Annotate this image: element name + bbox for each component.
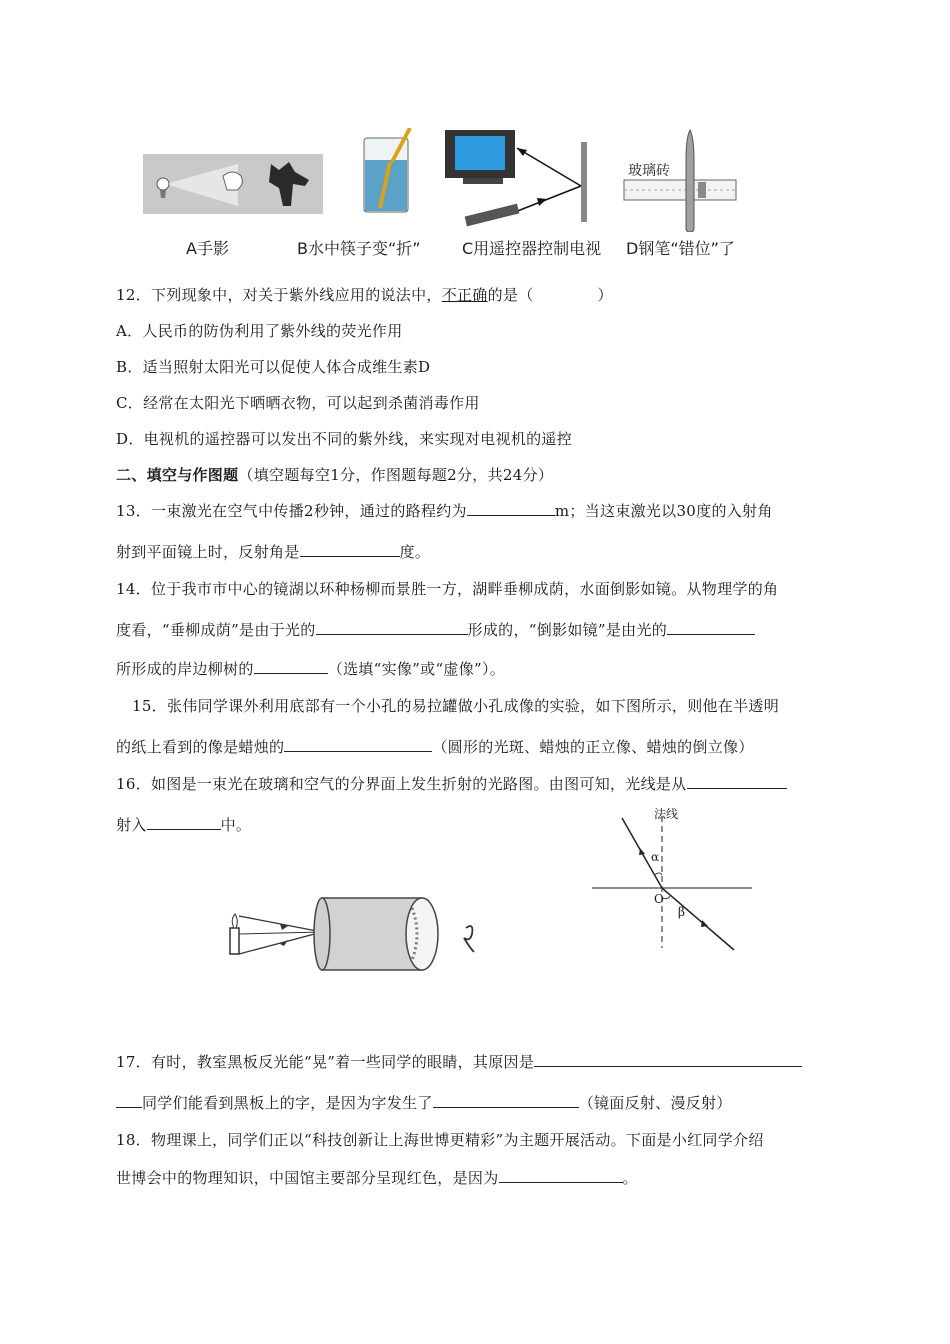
q13-line-2: 射到平面镜上时，反射角是 度。 [116,543,431,561]
caption-b: B水中筷子变“折” [297,239,421,258]
glass-chopstick-picture [358,128,418,214]
normal-line-label: 法线 [654,807,679,821]
caption-a: A手影 [186,239,229,258]
q14-line-2: 度看，“垂柳成荫”是由于光的 形成的，“倒影如镜”是由光的 [116,619,755,641]
point-o-label: O [654,892,664,906]
q15-line-1: 15．张伟同学课外利用底部有一个小孔的易拉罐做小孔成像的实验，如下图所示，则他在半透明 [132,697,779,715]
refraction-angle-label: β [678,905,685,919]
q17-line-1: 17．有时，教室黑板反光能“晃”着一些同学的眼睛，其原因是 [116,1051,802,1073]
q16-line-2: 射入 中。 [116,816,252,834]
answer-blank[interactable] [499,1168,623,1183]
q12-option-a: A．人民币的防伪利用了紫外线的荧光作用 [116,322,403,340]
answer-blank[interactable] [254,659,328,674]
q12-stem: 12．下列现象中，对关于紫外线应用的说法中，不正确的是（ ） [116,286,613,304]
answer-blank[interactable] [284,737,432,752]
remote-tv-picture [443,126,603,236]
answer-blank[interactable] [467,501,555,516]
q17-line-2: 同学们能看到黑板上的字，是因为字发生了 （镜面反射、漫反射） [116,1092,732,1114]
answer-blank[interactable] [116,1093,142,1108]
q14-line-1: 14．位于我市市中心的镜湖以环种杨柳而景胜一方，湖畔垂柳成荫，水面倒影如镜。从物理学的角 [116,580,779,598]
q13-line-1: 13．一束激光在空气中传播2秒钟，通过的路程约为 m；当这束激光以30度的入射角 [116,502,773,520]
section-2-heading: 二、填空与作图题（填空题每空1分，作图题每题2分，共24分） [116,466,554,484]
answer-blank[interactable] [433,1093,579,1108]
q15-line-2: 的纸上看到的像是蜡烛的 （圆形的光斑、蜡烛的正立像、蜡烛的倒立像） [116,738,754,756]
refraction-diagram [590,800,760,960]
q12-option-b: B．适当照射太阳光可以促使人体合成维生素D [116,358,431,376]
answer-blank[interactable] [147,815,221,830]
q12-option-d: D．电视机的遥控器可以发出不同的紫外线，来实现对电视机的遥控 [116,430,573,448]
caption-c: C用遥控器控制电视 [462,239,602,258]
answer-blank[interactable] [300,542,400,557]
answer-blank[interactable] [687,774,787,789]
q12-option-c: C．经常在太阳光下晒晒衣物，可以起到杀菌消毒作用 [116,394,480,412]
not-correct-emphasis: 不正确 [441,286,488,304]
caption-d: D钢笔“错位”了 [626,239,735,258]
hand-shadow-picture [143,154,323,214]
incidence-angle-label: α [651,850,660,864]
answer-blank[interactable] [534,1052,802,1067]
glass-brick-label: 玻璃砖 [628,163,670,179]
answer-blank[interactable] [316,620,468,635]
q14-line-3: 所形成的岸边柳树的 （选填“实像”或“虚像”）。 [116,660,506,678]
q18-line-2: 世博会中的物理知识，中国馆主要部分呈现红色，是因为 。 [116,1169,638,1187]
answer-blank[interactable] [667,620,755,635]
q18-line-1: 18．物理课上，同学们正以“科技创新让上海世博更精彩”为主题开展活动。下面是小红同学介绍 [116,1131,764,1149]
glass-brick-pen-picture [620,128,745,232]
q16-line-1: 16．如图是一束光在玻璃和空气的分界面上发生折射的光路图。由图可知，光线是从 [116,773,787,795]
pinhole-camera-diagram [222,888,492,980]
